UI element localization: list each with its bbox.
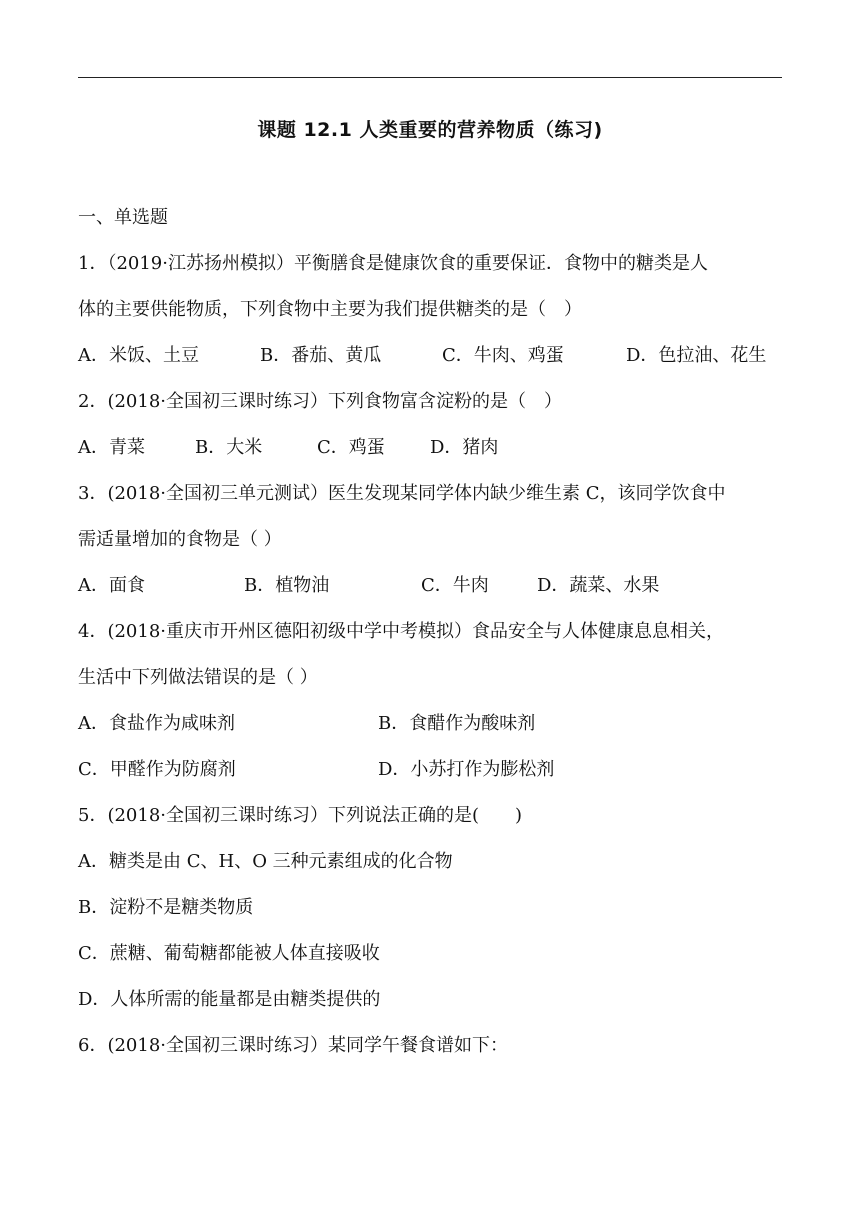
option-b[interactable]: B．食醋作为酸味剂 (378, 713, 536, 734)
page-title: 课题 12.1 人类重要的营养物质（练习) (257, 119, 603, 141)
option-d[interactable]: D．人体所需的能量都是由糖类提供的 (78, 989, 381, 1010)
option-b[interactable]: B．大米 (195, 437, 263, 458)
option-d[interactable]: D．蔬菜、水果 (537, 575, 660, 596)
option-c[interactable]: C．牛肉 (421, 575, 489, 596)
header-rule (78, 77, 782, 78)
option-d[interactable]: D．色拉油、花生 (626, 345, 767, 366)
option-b[interactable]: B．淀粉不是糖类物质 (78, 897, 254, 918)
question-4-options-row-2 (78, 757, 784, 783)
question-4-line-1: 4．(2018·重庆市开州区德阳初级中学中考模拟）食品安全与人体健康息息相关， (78, 621, 725, 642)
option-c[interactable]: C．鸡蛋 (317, 437, 385, 458)
question-3-line-1: 3．(2018·全国初三单元测试）医生发现某同学体内缺少维生素 C，该同学饮食中 (78, 483, 726, 504)
question-3-line-2: 需适量增加的食物是（ ） (78, 529, 282, 550)
option-b[interactable]: B．植物油 (244, 575, 330, 596)
question-2-line-1: 2．(2018·全国初三课时练习）下列食物富含淀粉的是（ ） (78, 391, 563, 412)
option-a[interactable]: A．米饭、土豆 (78, 345, 199, 366)
section-heading: 一、单选题 (78, 207, 168, 228)
option-c[interactable]: C．甲醛作为防腐剂 (78, 759, 236, 780)
option-d[interactable]: D．猪肉 (430, 437, 499, 458)
option-a[interactable]: A．面食 (78, 575, 145, 596)
question-3-options (78, 573, 784, 599)
question-4-line-2: 生活中下列做法错误的是（ ） (78, 667, 318, 688)
option-b[interactable]: B．番茄、黄瓜 (260, 345, 382, 366)
option-a[interactable]: A．糖类是由 C、H、O 三种元素组成的化合物 (78, 851, 453, 872)
question-5-line-1: 5．(2018·全国初三课时练习）下列说法正确的是( ) (78, 805, 523, 826)
question-1-line-1: 1．（2019·江苏扬州模拟）平衡膳食是健康饮食的重要保证．食物中的糖类是人 (78, 253, 708, 274)
question-1-options (78, 343, 784, 369)
question-6-line-1: 6．(2018·全国初三课时练习）某同学午餐食谱如下： (78, 1035, 509, 1056)
question-4-options-row-1 (78, 711, 784, 737)
option-d[interactable]: D．小苏打作为膨松剂 (378, 759, 555, 780)
option-a[interactable]: A．青菜 (78, 437, 145, 458)
question-1-line-2: 体的主要供能物质，下列食物中主要为我们提供糖类的是（ ） (78, 299, 582, 320)
option-c[interactable]: C．牛肉、鸡蛋 (442, 345, 564, 366)
option-a[interactable]: A．食盐作为咸味剂 (78, 713, 235, 734)
option-c[interactable]: C．蔗糖、葡萄糖都能被人体直接吸收 (78, 943, 380, 964)
question-2-options (78, 435, 784, 461)
